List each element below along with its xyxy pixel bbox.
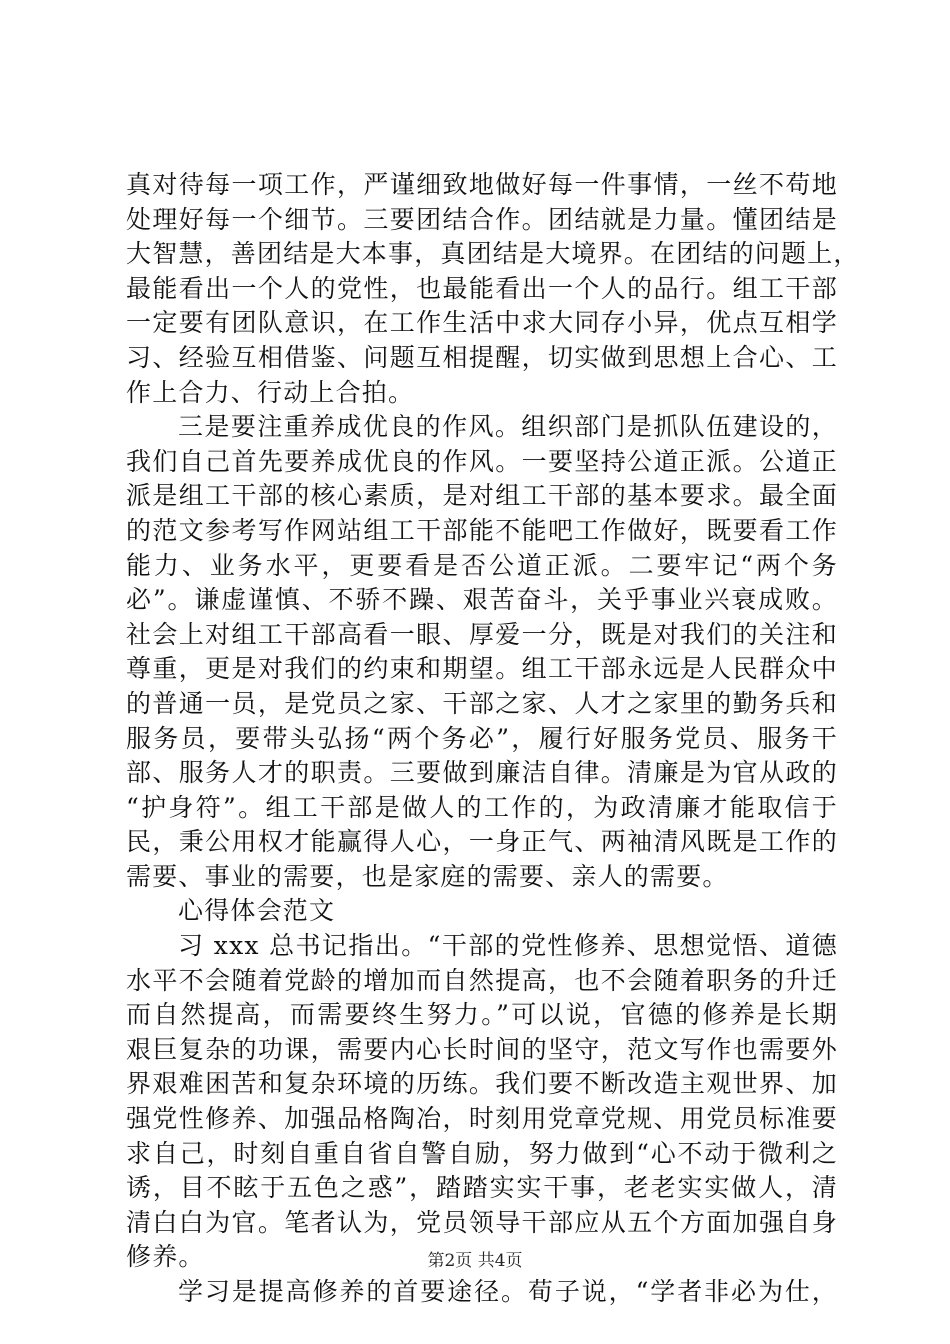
text-line: 艰巨复杂的功课，需要内心长时间的坚守，范文写作也需要外 [126, 1034, 838, 1064]
text-line: 尊重，更是对我们的约束和期望。组工干部永远是人民群众中 [126, 654, 838, 684]
text-line: 修养。 [126, 1242, 205, 1272]
text-line: 求自己，时刻自重自省自警自励，努力做到“心不动于微利之 [126, 1138, 838, 1168]
text-line: 民，秉公用权才能赢得人心，一身正气、两袖清风既是工作的 [126, 827, 838, 857]
text-line: 派是组工干部的核心素质，是对组工干部的基本要求。最全面 [126, 481, 838, 511]
text-line: 三是要注重养成优良的作风。组织部门是抓队伍建设的， [178, 412, 838, 442]
text-line: 需要、事业的需要，也是家庭的需要、亲人的需要。 [126, 861, 729, 891]
text-line: 的范文参考写作网站组工干部能不能吧工作做好，既要看工作 [126, 515, 838, 545]
text-line: 习、经验互相借鉴、问题互相提醒，切实做到思想上合心、工 [126, 342, 838, 372]
document-body [126, 168, 860, 1310]
text-line: 水平不会随着党龄的增加而自然提高，也不会随着职务的升迁 [126, 965, 838, 995]
text-line: 习 xxx 总书记指出。“干部的党性修养、思想觉悟、道德 [178, 931, 838, 961]
text-line: 必”。谦虚谨慎、不骄不躁、艰苦奋斗，关乎事业兴衰成败。 [126, 585, 838, 615]
text-line: 处理好每一个细节。三要团结合作。团结就是力量。懂团结是 [126, 204, 838, 234]
text-line: 真对待每一项工作，严谨细致地做好每一件事情，一丝不苟地 [126, 170, 838, 199]
text-line: 作上合力、行动上合拍。 [126, 377, 415, 407]
text-line: 社会上对组工干部高看一眼、厚爱一分，既是对我们的关注和 [126, 619, 838, 649]
text-line: 心得体会范文 [178, 896, 336, 926]
page-footer: 第2页 共4页 [427, 1251, 523, 1271]
text-line: 而自然提高，而需要终生努力。”可以说，官德的修养是长期 [126, 1000, 838, 1030]
text-line: 清白白为官。笔者认为，党员领导干部应从五个方面加强自身 [126, 1207, 838, 1237]
text-line: 一定要有团队意识，在工作生活中求大同存小异，优点互相学 [126, 308, 838, 338]
text-line: 强党性修养、加强品格陶冶，时刻用党章党规、用党员标准要 [126, 1104, 838, 1134]
text-line: 的普通一员，是党员之家、干部之家、人才之家里的勤务兵和 [126, 688, 838, 718]
text-line: 大智慧，善团结是大本事，真团结是大境界。在团结的问题上， [126, 239, 860, 269]
text-line: “护身符”。组工干部是做人的工作的，为政清廉才能取信于 [126, 792, 838, 822]
text-line: 服务员，要带头弘扬“两个务必”，履行好服务党员、服务干 [126, 723, 838, 753]
text-line: 能力、业务水平，更要看是否公道正派。二要牢记“两个务 [126, 550, 838, 580]
text-line: 界艰难困苦和复杂环境的历练。我们要不断改造主观世界、加 [126, 1069, 838, 1099]
text-line: 学习是提高修养的首要途径。荀子说，“学者非必为仕， [178, 1277, 838, 1306]
text-line: 部、服务人才的职责。三要做到廉洁自律。清廉是为官从政的 [126, 758, 838, 788]
text-line: 诱，目不眩于五色之惑”，踏踏实实干事，老老实实做人，清 [126, 1173, 838, 1203]
text-line: 我们自己首先要养成优良的作风。一要坚持公道正派。公道正 [126, 446, 838, 476]
text-line: 最能看出一个人的党性，也最能看出一个人的品行。组工干部 [126, 273, 838, 303]
